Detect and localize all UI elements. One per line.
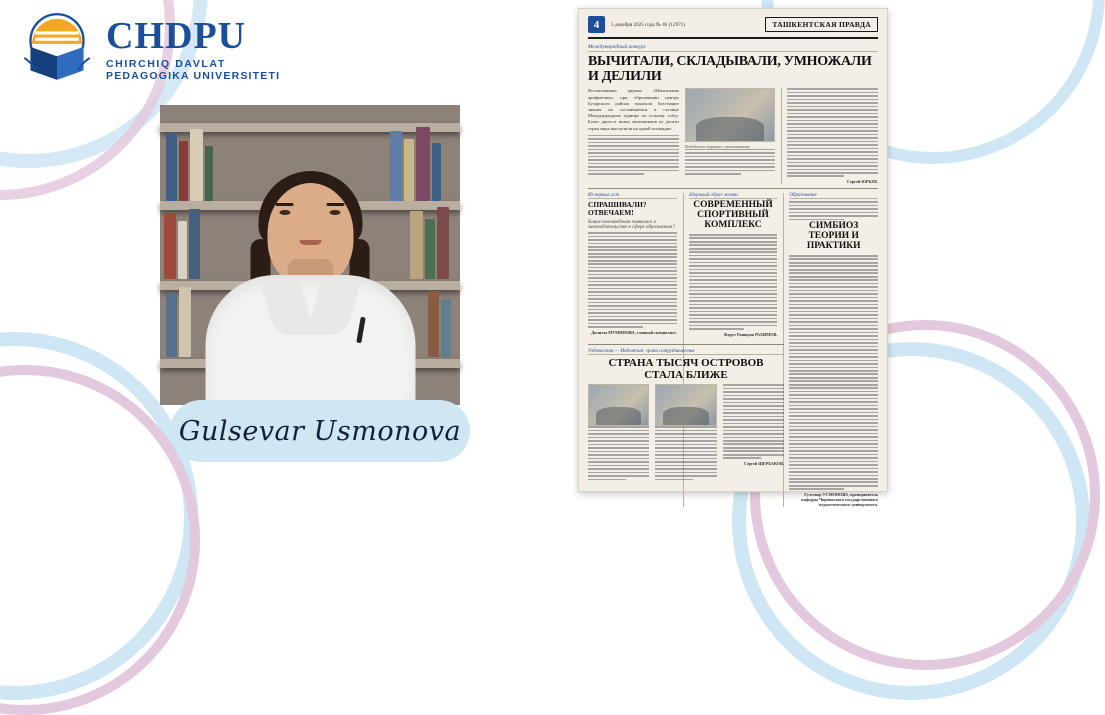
- white-shirt: [205, 275, 415, 405]
- article-photo: [588, 384, 649, 426]
- book: [425, 219, 435, 279]
- portrait-photo: [160, 105, 460, 405]
- section-divider: [588, 344, 784, 345]
- article-photo: [655, 384, 716, 426]
- decorative-arc-bottom-left-pink: [0, 365, 200, 715]
- eyebrow-right: [327, 203, 345, 206]
- body-text-lines: [588, 135, 679, 175]
- book: [164, 213, 176, 279]
- book: [166, 133, 177, 201]
- article-rubric: Из первых уст: [588, 193, 677, 199]
- article-headline: СПРАШИВАЛИ? ОТВЕЧАЕМ!: [588, 200, 647, 218]
- eye-left: [280, 210, 291, 215]
- open-book-sunrise-emblem-icon: [18, 8, 96, 86]
- article-rubric: Образование: [789, 193, 878, 199]
- body-text-lines: [789, 255, 878, 490]
- newspaper-header: [588, 16, 878, 39]
- newspaper-masthead: ТАШКЕНТСКАЯ ПРАВДА: [765, 17, 878, 32]
- book: [179, 141, 188, 201]
- issue-line: 5 декабря 2025 года № 46 (12971): [611, 21, 685, 28]
- article-byline: Дилноза МУМИНОВА, главный специалист.: [591, 329, 677, 335]
- article-byline: Гулсевар УСМОНОВА, преподаватель кафедры Чирчикского государственного педагогического университета.: [801, 492, 879, 508]
- article-byline: Сергей ЮРЬЕВ.: [846, 179, 879, 185]
- article-education: [783, 193, 878, 507]
- book: [416, 127, 430, 201]
- body-text-lines: [723, 384, 784, 459]
- photo-caption: Победители турнира с наставниками.: [684, 143, 751, 149]
- mouth: [299, 240, 321, 245]
- article-deck: Воспитанники кружка «Ментальная арифметика» при образовании центра Бухарского района показали блестящие знания на состоявшемся в столице Международном турнире по устному счёту. Более двухсот юных математиков из десяти стран мира выступили на одной площадке.: [588, 88, 679, 131]
- eye-right: [330, 210, 341, 215]
- article-byline: Сергей ЩЕРБАКОВ.: [743, 461, 784, 467]
- section-divider: [588, 188, 878, 189]
- person-name: Gulsevar Usmonova: [178, 415, 462, 447]
- collar-left: [259, 281, 314, 335]
- newspaper-page-scan: [578, 8, 888, 508]
- body-text-lines: [588, 426, 649, 480]
- article-kicker: Какие нововведения появились в законодательстве в сфере образования?: [588, 220, 675, 231]
- collar-right: [305, 281, 360, 335]
- article-byline: Фарух Рашидов РАХИМОВ.: [723, 331, 778, 337]
- book: [166, 293, 177, 357]
- book: [190, 129, 203, 201]
- body-text-lines: [588, 232, 677, 328]
- book: [437, 207, 449, 279]
- body-text-lines: [787, 88, 878, 177]
- book: [189, 209, 200, 279]
- body-text-lines: [685, 149, 776, 175]
- book: [432, 143, 441, 201]
- article-rubric: Узбекистан — Индонезия: грани сотрудничества: [588, 349, 784, 355]
- person-figure: [203, 190, 418, 405]
- article-headline: ВЫЧИТАЛИ, СКЛАДЫВАЛИ, УМНОЖАЛИ И ДЕЛИЛИ: [588, 54, 872, 84]
- article-rubric: Здоровый образ жизни: [689, 193, 778, 199]
- article-photo: [685, 88, 776, 142]
- article-indonesia: [588, 340, 784, 482]
- logo-abbreviation: CHDPU: [106, 14, 247, 57]
- article-lead: [588, 44, 878, 184]
- book: [441, 299, 451, 357]
- body-text-lines: [689, 234, 778, 330]
- article-rubric: Международный конкурс: [588, 44, 878, 52]
- page-number-badge: 4: [588, 16, 605, 33]
- book: [178, 221, 187, 279]
- logo-name-line1: CHIRCHIQ DAVLAT: [106, 57, 226, 70]
- article-headline: СТРАНА ТЫСЯЧ ОСТРОВОВ СТАЛА БЛИЖЕ: [608, 357, 764, 381]
- logo-name-line2: PEDAGOGIKA UNIVERSITETI: [106, 70, 281, 82]
- name-plate: [170, 400, 470, 462]
- body-text-lines: [655, 426, 716, 480]
- article-headline: СОВРЕМЕННЫЙ СПОРТИВНЫЙ КОМПЛЕКС: [693, 200, 773, 231]
- university-logo: [18, 8, 280, 86]
- body-text-lines: [789, 201, 878, 220]
- book: [428, 291, 439, 357]
- article-headline: СИМБИОЗ ТЕОРИИ И ПРАКТИКИ: [806, 221, 861, 252]
- shelf-board: [160, 123, 460, 132]
- book: [179, 287, 191, 357]
- eyebrow-left: [276, 203, 294, 206]
